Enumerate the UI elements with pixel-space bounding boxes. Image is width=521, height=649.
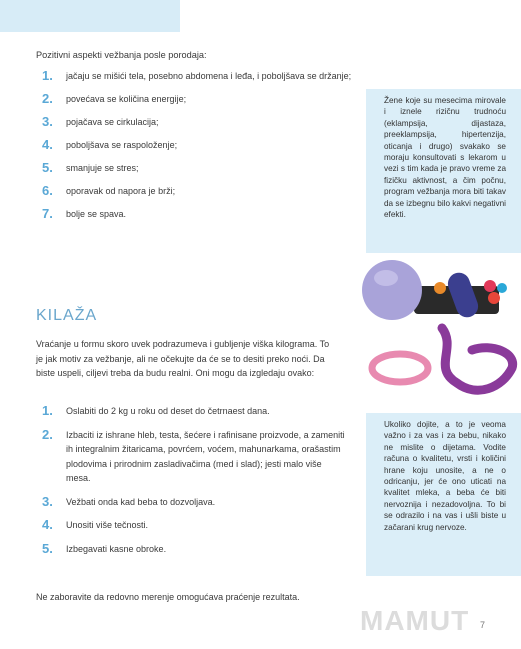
header-band — [0, 0, 180, 32]
list-text: Izbegavati kasne obroke. — [66, 543, 167, 554]
info-box-risk — [366, 89, 521, 253]
list-text: pojačava se cirkulacija; — [66, 117, 159, 127]
list-text: povećava se količina energije; — [66, 94, 187, 104]
resistance-band-pink-icon — [372, 354, 428, 382]
list-number: 4. — [42, 517, 53, 532]
info-box-text: Žene koje su mesecima mirovale i iznele rizičnu trudnoću (eklampsija, dijastaza, preeklampsija, hipertenzija, oticanja i drugo) svakako se moraju konsultovati s lekarom u vezi s tim kada je pravo vreme za fizičku aktivnost, a čim počnu, program vežbanja mora biti takav da se izbegnu bilo kakvi negativni efekti. — [384, 96, 506, 220]
list-item — [36, 115, 356, 129]
list-number: 5. — [42, 160, 53, 175]
list-text: poboljšava se raspoloženje; — [66, 140, 178, 150]
list-item — [36, 518, 346, 533]
list-number: 1. — [42, 68, 53, 83]
list-number: 2. — [42, 91, 53, 106]
list-text: Vežbati onda kad beba to dozvoljava. — [66, 496, 216, 507]
list-number: 3. — [42, 493, 53, 509]
list-number: 6. — [42, 183, 53, 198]
list-number: 1. — [42, 403, 53, 418]
positives-list — [36, 69, 356, 230]
publisher-logo: MAMUT — [360, 605, 470, 636]
intro-text: Pozitivni aspekti vežbanja posle porodaja: — [36, 50, 207, 60]
list-item — [36, 184, 356, 198]
exercise-ball-icon — [362, 260, 422, 320]
list-item — [36, 404, 346, 419]
list-text: oporavak od napora je brži; — [66, 186, 176, 196]
list-text: Unositi više tečnosti. — [66, 520, 149, 530]
info-box-text: Ukoliko dojite, a to je veoma važno i za vas i za bebu, nikako ne mislite o dijetama. Vodite računa o kvalitetu, vrsti i količini hrane koju unosite, a ne o odricanju, jer će ono uticati na kvalitet mleka, a beba će biti nervozniјa i nezadovoljna. To bi se odrazilo i na vas i ušli biste u začarani krug nervoze. — [384, 420, 506, 532]
list-number: 5. — [42, 540, 53, 556]
list-number: 3. — [42, 114, 53, 129]
list-number: 2. — [42, 426, 53, 442]
list-text: jačaju se mišići tela, posebno abdomena i leđa, i poboljšava se držanje; — [66, 71, 352, 81]
list-text: smanjuje se stres; — [66, 163, 139, 173]
list-item — [36, 161, 356, 175]
list-text: Izbaciti iz ishrane hleb, testa, šećere i rafinisane proizvode, a zameniti ih integralnim žitaricama, povrćem, voćem, mahunarkama, orašastim plodovima i prirodnim zasladivačima (med i slad); jesti malo više mesa. — [66, 429, 345, 483]
list-item — [36, 92, 356, 106]
exercise-equipment-photo — [362, 258, 521, 408]
list-item — [36, 428, 346, 486]
section-paragraph: Vraćanje u formu skoro uvek podrazumeva i gubljenje viška kilograma. To je jak motiv za vežbanje, ali ne očekujte da će se to desiti preko noći. Da biste uspeli, ciljevi treba da budu realni. Oni mogu da izgledaju ovako: — [36, 339, 330, 378]
list-number: 7. — [42, 206, 53, 221]
goals-list — [36, 404, 346, 565]
list-text: Oslabiti do 2 kg u roku od deset do četrnaest dana. — [66, 406, 270, 416]
dumbbell-icon — [434, 282, 446, 294]
resistance-band-purple-icon — [442, 328, 513, 390]
list-item — [36, 69, 356, 83]
page-number: 7 — [480, 620, 486, 630]
list-item — [36, 207, 356, 221]
list-item — [36, 495, 346, 510]
list-item — [36, 542, 346, 557]
list-number: 4. — [42, 137, 53, 152]
info-box-breastfeeding — [366, 413, 521, 576]
section-heading: KILAŽA — [36, 307, 98, 324]
closing-text: Ne zaboravite da redovno merenje omogućava praćenje rezultata. — [36, 592, 300, 602]
list-item — [36, 138, 356, 152]
list-text: bolje se spava. — [66, 209, 127, 219]
